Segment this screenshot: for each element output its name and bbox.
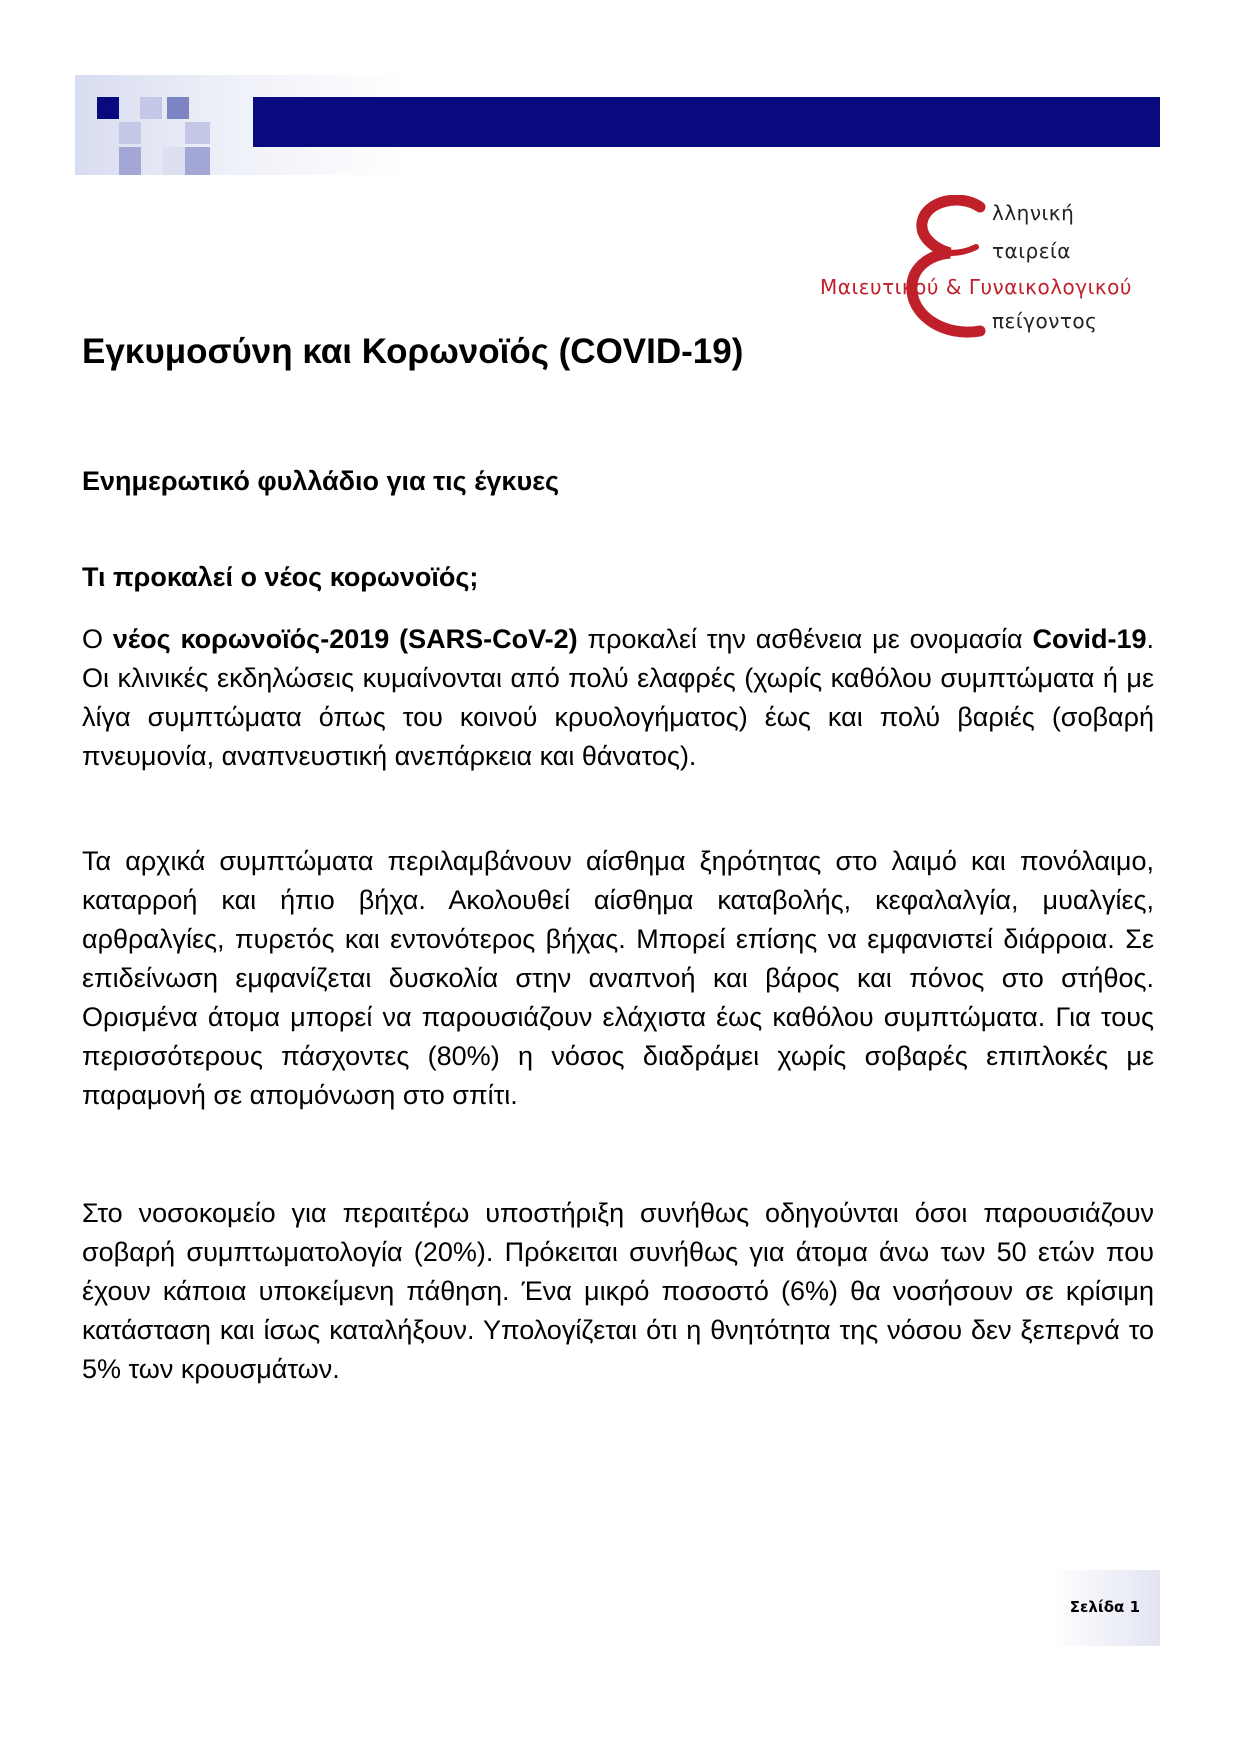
logo-line-1: λληνική bbox=[992, 201, 1075, 225]
logo-ampersand: & bbox=[945, 275, 962, 299]
header-banner bbox=[75, 75, 1160, 175]
bold-virus-name: νέος κορωνοϊός-2019 (SARS-CoV-2) bbox=[112, 624, 578, 654]
text-run: προκαλεί την ασθένεια με ονομασία bbox=[577, 624, 1033, 654]
decor-square bbox=[163, 147, 185, 175]
logo-word-gynecologic: Γυναικολογικού bbox=[968, 275, 1132, 299]
bold-disease-name: Covid-19 bbox=[1032, 624, 1147, 654]
document-title: Εγκυμοσύνη και Κορωνοϊός (COVID-19) bbox=[82, 332, 744, 371]
text-run: . Οι κλινικές εκδηλώσεις κυμαίνονται από πολύ ελαφρές (χωρίς καθόλου συμπτώματα ή με λίγα συμπτώματα όπως του κοινού κρυολογήματος) έως και πολύ βαριές (σοβαρή πνευμονία, αναπνευστική ανεπάρκεια και θάνατος). bbox=[82, 624, 1154, 771]
header-bar bbox=[253, 97, 1160, 147]
decor-square bbox=[97, 97, 119, 119]
logo-word-obstetric: Μαιευτικού bbox=[820, 275, 939, 299]
text-run: Ο bbox=[82, 624, 113, 654]
paragraph-1 bbox=[82, 620, 1154, 776]
document-subtitle: Ενημερωτικό φυλλάδιο για τις έγκυες bbox=[82, 466, 560, 496]
decor-square bbox=[185, 147, 210, 175]
society-logo bbox=[800, 195, 1160, 345]
paragraph-2: Τα αρχικά συμπτώματα περιλαμβάνουν αίσθημα ξηρότητας στο λαιμό και πονόλαιμο, καταρροή και ήπιο βήχα. Ακολουθεί αίσθημα καταβολής, κεφαλαλγία, μυαλγίες, αρθραλγίες, πυρετός και εντονότερος βήχας. Μπορεί επίσης να εμφανιστεί διάρροια. Σε επιδείνωση εμφανίζεται δυσκολία στην αναπνοή και βάρος και πόνος στο στήθος. Ορισμένα άτομα μπορεί να παρουσιάζουν ελάχιστα έως καθόλου συμπτώματα. Για τους περισσότερους πάσχοντες (80%) η νόσος διαδράμει χωρίς σοβαρές επιπλοκές με παραμονή σε απομόνωση στο σπίτι. bbox=[82, 846, 1154, 1110]
decor-square bbox=[119, 122, 141, 144]
epsilon-logo-mark bbox=[800, 195, 1160, 345]
section-heading: Τι προκαλεί ο νέος κορωνοϊός; bbox=[82, 562, 479, 592]
logo-line-2: ταιρεία bbox=[992, 239, 1071, 263]
decor-square bbox=[167, 97, 189, 119]
page-number-box bbox=[1050, 1570, 1160, 1646]
logo-line-4: πείγοντος bbox=[992, 309, 1098, 333]
decor-square bbox=[140, 97, 162, 119]
logo-line-3 bbox=[820, 275, 1132, 299]
paragraph-3: Στο νοσοκομείο για περαιτέρω υποστήριξη συνήθως οδηγούνται όσοι παρουσιάζουν σοβαρή συμπτωματολογία (20%). Πρόκειται συνήθως για άτομα άνω των 50 ετών που έχουν κάποια υποκείμενη πάθηση. Ένα μικρό ποσοστό (6%) θα νοσήσουν σε κρίσιμη κατάσταση και ίσως καταλήξουν. Υπολογίζεται ότι η θνητότητα της νόσου δεν ξεπερνά το 5% των κρουσμάτων. bbox=[82, 1198, 1154, 1384]
page-number: Σελίδα 1 bbox=[1069, 1598, 1140, 1616]
decor-square bbox=[119, 147, 141, 175]
decor-square bbox=[185, 122, 210, 144]
